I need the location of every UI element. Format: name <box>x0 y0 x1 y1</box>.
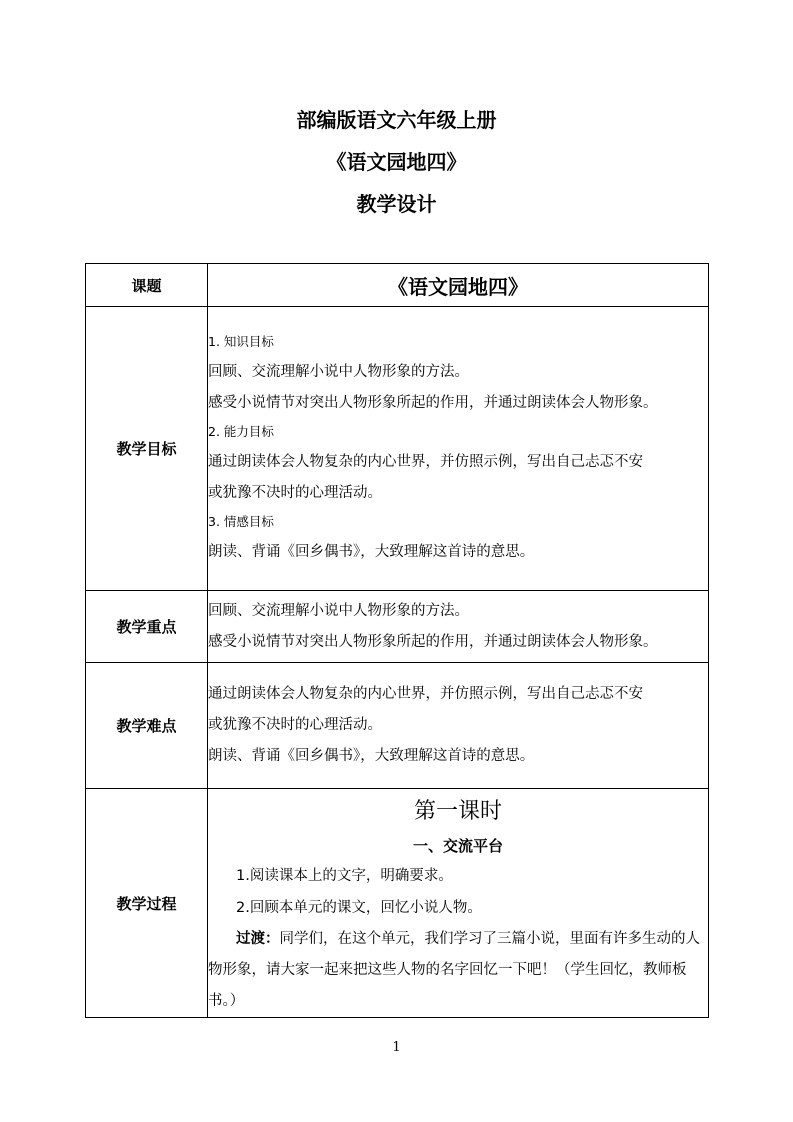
difficulty-line: 通过朗读体会人物复杂的内心世界，并仿照示例，写出自己忐忑不安 <box>208 686 643 702</box>
ability-goal-line: 通过朗读体会人物复杂的内心世界，并仿照示例，写出自己忐忑不安 <box>208 454 643 470</box>
emotion-goal-title: 3. 情感目标 <box>208 514 274 529</box>
difficulty-line: 朗读、背诵《回乡偶书》，大致理解这首诗的意思。 <box>208 748 535 764</box>
lesson-title: 第一课时 <box>413 798 502 824</box>
table-row-topic <box>86 264 709 307</box>
document-subtitle: 《语文园地四》 <box>326 150 467 174</box>
goals-label: 教学目标 <box>86 307 208 591</box>
key-point-line: 感受小说情节对突出人物形象所起的作用，并通过朗读体会人物形象。 <box>208 633 658 650</box>
table-row-goals <box>86 307 709 591</box>
emotion-goal-line: 朗读、背诵《回乡偶书》，大致理解这首诗的意思。 <box>208 544 535 560</box>
difficulties-label: 教学难点 <box>86 663 208 789</box>
difficulties-content <box>208 663 709 789</box>
key-points-content <box>208 591 709 663</box>
topic-value: 《语文园地四》 <box>208 264 709 307</box>
knowledge-goal-title: 1. 知识目标 <box>208 334 274 349</box>
process-label: 教学过程 <box>86 789 208 1018</box>
table-row-key-points <box>86 591 709 663</box>
process-step: 2.回顾本单元的课文，回忆小说人物。 <box>236 899 482 916</box>
transition-label: 过渡： <box>236 930 280 947</box>
ability-goal-line: 或犹豫不决时的心理活动。 <box>208 485 382 501</box>
process-content <box>208 789 709 1018</box>
document-heading: 教学设计 <box>356 192 437 216</box>
ability-goal-title: 2. 能力目标 <box>208 424 274 439</box>
knowledge-goal-line: 感受小说情节对突出人物形象所起的作用，并通过朗读体会人物形象。 <box>208 395 658 411</box>
transition-paragraph <box>208 924 708 1017</box>
knowledge-goal-line: 回顾、交流理解小说中人物形象的方法。 <box>208 364 469 380</box>
process-step: 1.阅读课本上的文字，明确要求。 <box>236 867 453 884</box>
difficulty-line: 或犹豫不决时的心理活动。 <box>208 717 382 733</box>
document-title: 部编版语文六年级上册 <box>296 108 497 132</box>
transition-text: 同学们，在这个单元，我们学习了三篇小说，里面有许多生动的人物形象，请大家一起来把这些人物的名字回忆一下吧！（学生回忆，教师板书。） <box>208 930 700 1009</box>
table-row-difficulties <box>86 663 709 789</box>
key-point-line: 回顾、交流理解小说中人物形象的方法。 <box>208 602 469 619</box>
lesson-plan-table <box>85 263 709 1018</box>
section-title: 一、交流平台 <box>412 836 503 855</box>
key-points-label: 教学重点 <box>86 591 208 663</box>
page-number: 1 <box>392 1040 401 1055</box>
goals-content <box>208 307 709 591</box>
table-row-process <box>86 789 709 1018</box>
topic-label: 课题 <box>86 264 208 307</box>
